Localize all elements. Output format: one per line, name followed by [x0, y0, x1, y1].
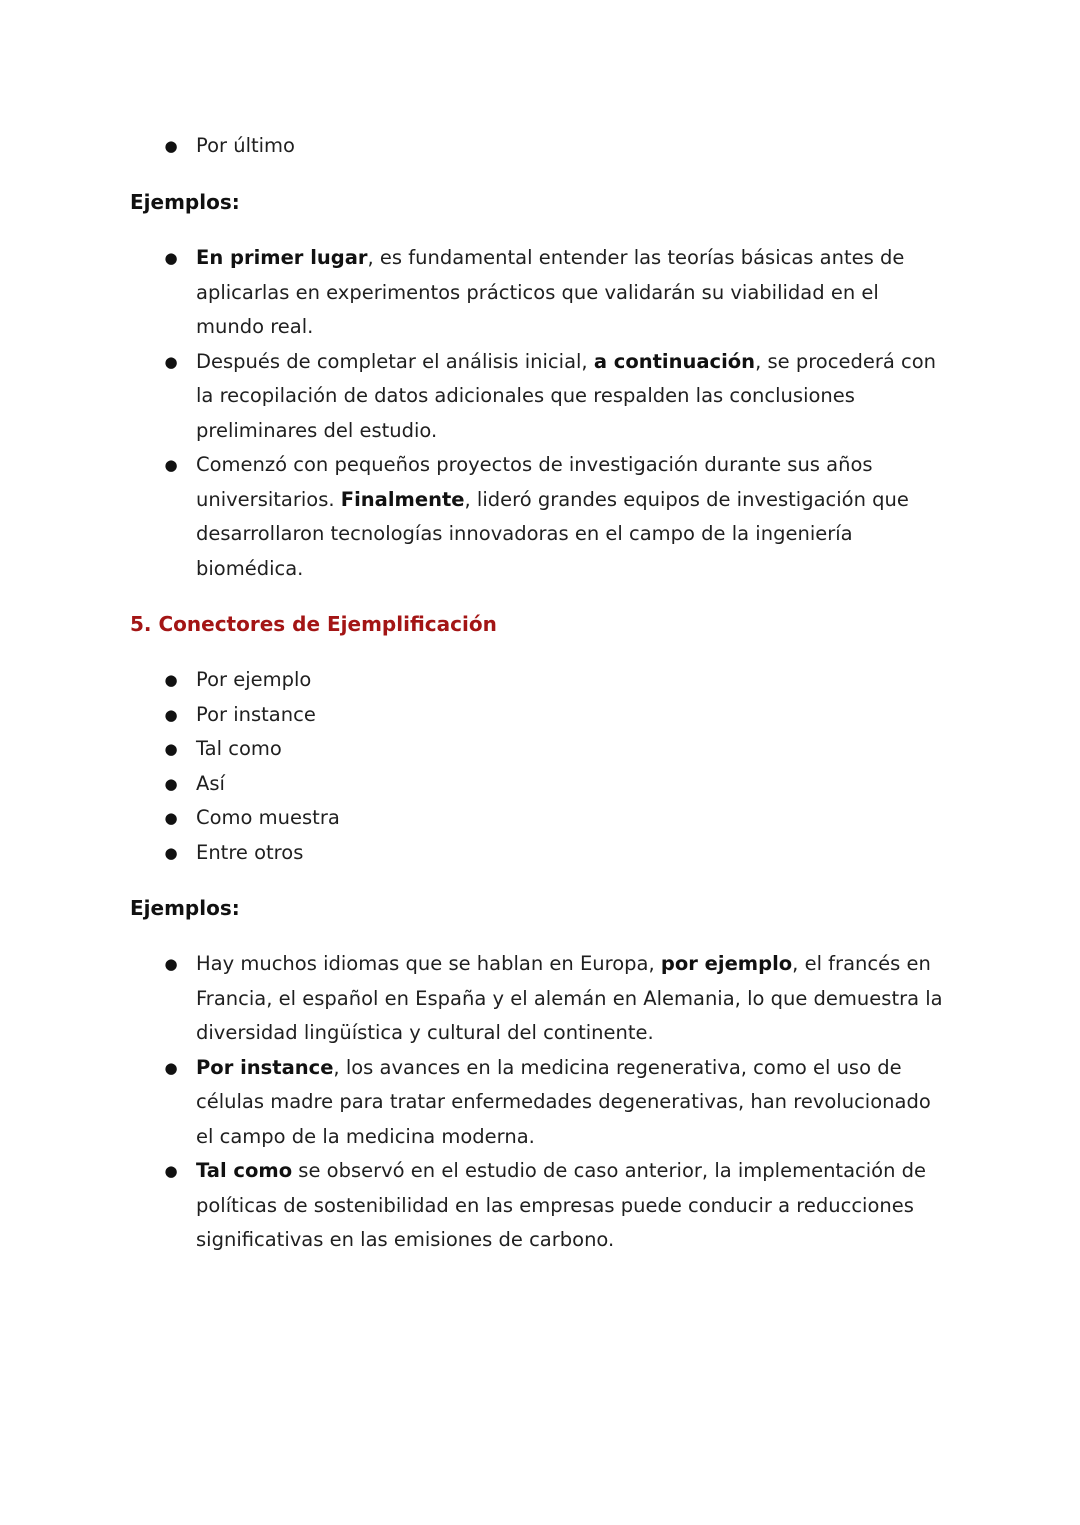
example-text: se observó en el estudio de caso anterior, la implementación de políticas de sostenibilidad en las empresas puede conducir a reducciones significativas en las emisiones de carbono.: [196, 1159, 927, 1251]
connector-highlight: Por instance: [196, 1055, 334, 1079]
list-item: [0, 732, 1080, 767]
list-item: [0, 801, 1080, 836]
connector-list-ejemplificacion: [0, 663, 1080, 870]
connector-highlight: Tal como: [196, 1159, 293, 1182]
bullet-icon: ●: [164, 456, 178, 474]
bullet-icon: ●: [164, 843, 178, 862]
example-text: , lideró grandes equipos de investigación que desarrollaron tecnologías innovadoras en el campo de la ingeniería biomédica.: [196, 487, 909, 580]
example-item: [0, 345, 1080, 449]
example-text: Comenzó con pequeños proyectos de investigación durante sus años universitarios.: [196, 453, 873, 511]
bullet-icon: ●: [164, 137, 178, 155]
example-text: Después de completar el análisis inicial,: [196, 349, 594, 373]
list-item: [0, 698, 1080, 733]
bullet-icon: ●: [164, 740, 178, 758]
list-item-text: Por ejemplo: [196, 668, 312, 691]
bullet-icon: ●: [164, 249, 178, 267]
list-item: [0, 767, 1080, 802]
list-item-text: Por último: [196, 134, 295, 157]
example-text: , se procederá con la recopilación de datos adicionales que respalden las conclusiones preliminares del estudio.: [196, 349, 936, 442]
bullet-icon: ●: [164, 774, 178, 793]
bullet-icon: ●: [164, 955, 178, 973]
example-item: [0, 1051, 1080, 1155]
bullet-icon: ●: [164, 352, 178, 371]
bullet-icon: ●: [164, 809, 178, 827]
list-item-text: Así: [196, 771, 225, 795]
bullet-icon: ●: [164, 1058, 178, 1077]
example-item: [0, 947, 1080, 1051]
examples-label: Ejemplos:: [130, 896, 240, 920]
list-item: [0, 836, 1080, 871]
examples-label: Ejemplos:: [130, 190, 240, 214]
bullet-icon: ●: [164, 671, 178, 689]
example-item: [0, 448, 1080, 586]
example-text: , es fundamental entender las teorías básicas antes de aplicarlas en experimentos prácticos que validarán su viabilidad en el mundo real.: [196, 246, 905, 338]
list-item-text: Como muestra: [196, 806, 340, 829]
list-item-text: Entre otros: [196, 840, 304, 864]
section-heading: 5. Conectores de Ejemplificación: [130, 612, 497, 636]
example-text: Hay muchos idiomas que se hablan en Europa,: [196, 952, 661, 975]
example-item: [0, 1154, 1080, 1258]
connector-highlight: En primer lugar: [196, 246, 368, 269]
bullet-icon: ●: [164, 1162, 178, 1180]
list-item: [0, 663, 1080, 698]
connector-highlight: por ejemplo: [660, 952, 793, 975]
example-text: , el francés en Francia, el español en España y el alemán en Alemania, lo que demuestra la diversidad lingüística y cultural del continente.: [196, 952, 943, 1044]
list-item: [0, 129, 1080, 164]
example-text: , los avances en la medicina regenerativa, como el uso de células madre para tratar enfermedades degenerativas, han revolucionado el campo de la medicina moderna.: [196, 1055, 931, 1148]
connector-highlight: a continuación: [593, 349, 756, 373]
examples-list-1: [0, 241, 1080, 586]
example-item: [0, 241, 1080, 345]
connector-highlight: Finalmente: [340, 487, 465, 511]
bullet-icon: ●: [164, 705, 178, 724]
list-item-text: Tal como: [196, 737, 282, 760]
list-item-text: Por instance: [196, 702, 316, 726]
connector-list-top: [0, 129, 1080, 164]
examples-list-2: [0, 947, 1080, 1258]
